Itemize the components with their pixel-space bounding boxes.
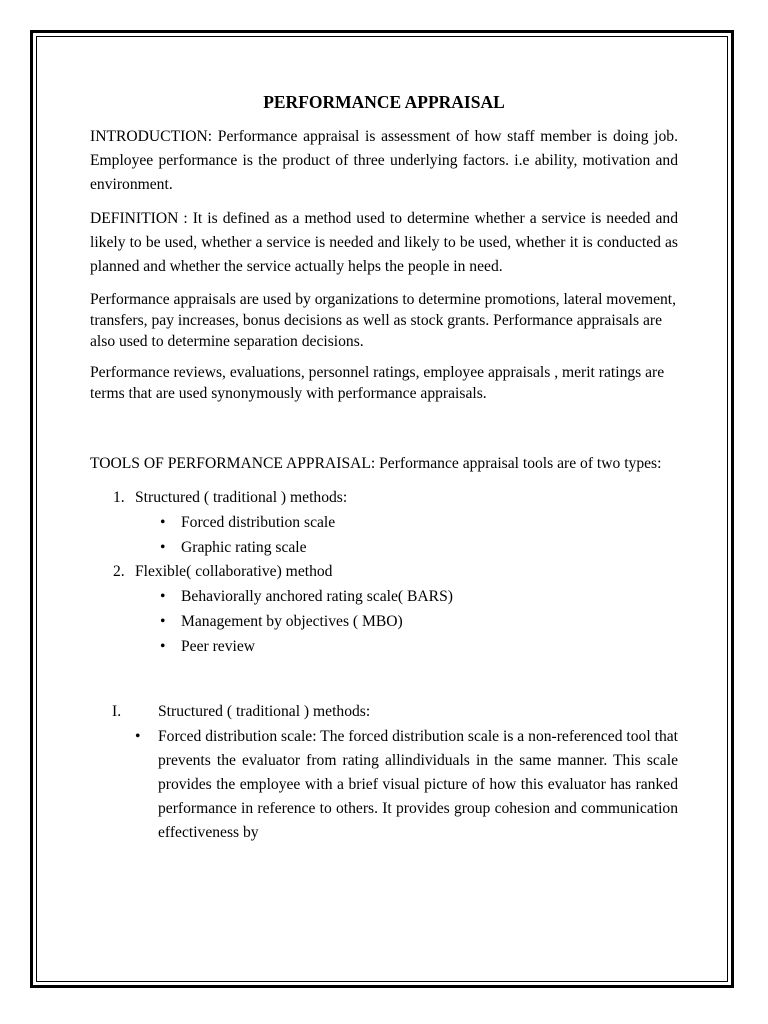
bullet-icon: • — [160, 538, 166, 556]
spacer — [90, 660, 678, 700]
tool-category-flexible — [90, 560, 678, 585]
bullet-icon: • — [160, 637, 166, 655]
list-item: • Forced distribution scale — [90, 511, 678, 536]
section-heading-structured — [90, 700, 678, 724]
tools-intro-paragraph: TOOLS OF PERFORMANCE APPRAISAL: Performance appraisal tools are of two types: — [90, 455, 662, 472]
list-item: • Behaviorally anchored rating scale( BARS) — [90, 585, 678, 610]
section-heading-label: Structured ( traditional ) methods: — [158, 702, 371, 720]
list-number: 1. — [113, 489, 125, 506]
document-body — [90, 90, 678, 845]
list-item: • Graphic rating scale — [90, 536, 678, 561]
tool-category-structured — [90, 486, 678, 511]
tools-outline — [90, 486, 678, 660]
introduction-paragraph: INTRODUCTION: Performance appraisal is assessment of how staff member is doing job. Employee performance is the product of three underlying factors. i.e ability, motivation and environment. — [90, 128, 678, 193]
bullet-icon: • — [135, 727, 141, 745]
tool-category-label: Flexible( collaborative) method — [135, 563, 333, 581]
synonyms-paragraph: Performance reviews, evaluations, personnel ratings, employee appraisals , merit ratings are terms that are used synonymously with performance appraisals. — [90, 364, 665, 402]
uses-paragraph: Performance appraisals are used by organizations to determine promotions, lateral movement, transfers, pay increases, bonus decisions as well as stock grants. Performance appraisals are also used to determine separation decisions. — [90, 291, 677, 350]
bullet-icon: • — [160, 513, 166, 531]
definition-paragraph: DEFINITION : It is defined as a method used to determine whether a service is needed and likely to be used, whether a service is needed and likely to be used, whether it is conducted as planned and whether the service actually helps the people in need. — [90, 210, 678, 275]
tool-category-label: Structured ( traditional ) methods: — [135, 489, 348, 506]
list-number: 2. — [113, 563, 125, 581]
bullet-icon: • — [160, 612, 166, 630]
list-item: • Management by objectives ( MBO) — [90, 610, 678, 635]
forced-distribution-description: • Forced distribution scale: The forced distribution scale is a non-referenced tool that prevents the evaluator from rating allindividuals in the same manner. This scale provides the employee with a brief visual picture of how this evaluator has ranked performance in reference to others. It provides group cohesion and communication effectiveness by — [90, 725, 678, 845]
bullet-icon: • — [160, 588, 166, 606]
spacer — [90, 414, 678, 452]
section-numeral: I. — [112, 702, 122, 720]
list-item: • Peer review — [90, 635, 678, 660]
document-title: PERFORMANCE APPRAISAL — [263, 92, 505, 112]
